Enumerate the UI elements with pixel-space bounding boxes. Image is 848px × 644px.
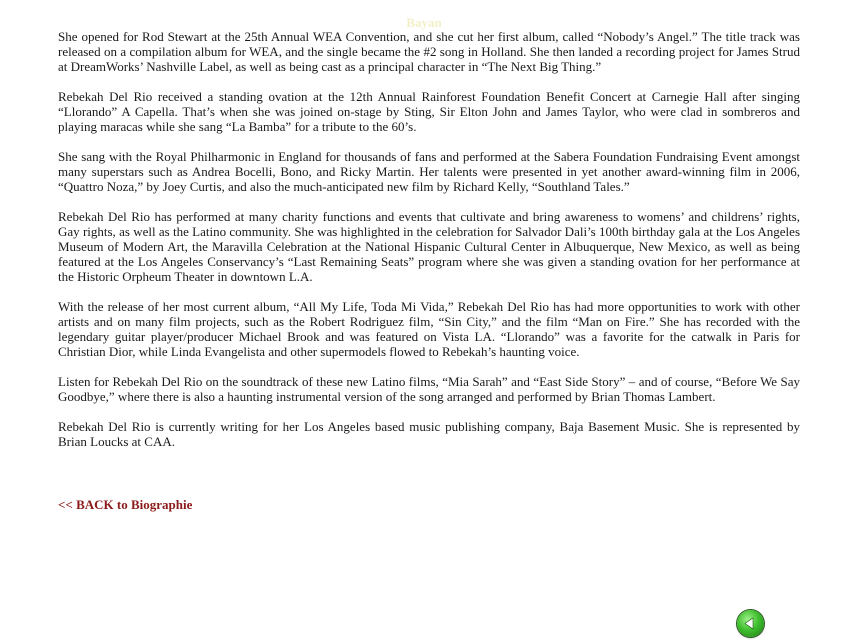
back-nav-button[interactable] — [737, 610, 764, 637]
paragraph-2: Rebekah Del Rio received a standing ovation at the 12th Annual Rainforest Foundation Benefit Concert at Carnegie Hall after singing “Llorando” A Capella. That’s when she was joined on-stage by Sting, Sir Elton John and James Taylor, who were clad in sombreros and playing maracas while she sang “La Bamba” for a tribute to the 60’s. — [58, 89, 800, 134]
paragraph-3: She sang with the Royal Philharmonic in England for thousands of fans and performed at the Sabera Foundation Fundraising Event amongst many superstars such as Andrea Bocelli, Bono, and Ricky Martin. Her talents were presented in yet another award-winning film in 2006, “Quattro Noza,” by Joey Curtis, and also the much-anticipated new film by Richard Kelly, “Southland Tales.” — [58, 149, 800, 194]
paragraph-4: Rebekah Del Rio has performed at many charity functions and events that cultivate and bring awareness to womens’ and childrens’ rights, Gay rights, as well as the Latino community. She was highlighted in the celebration for Salvador Dali’s 100th birthday gala at the Los Angeles Museum of Modern Art, the Maravilla Celebration at the National Hispanic Cultural Center in Albuquerque, New Mexico, as well as being featured at the Los Angeles Conservancy’s “Last Remaining Seats” program where she was given a standing ovation for her performance at the Historic Orpheum Theater in downtown L.A. — [58, 209, 800, 284]
back-to-biography-link[interactable]: << BACK to Biographie — [58, 497, 193, 512]
page-title: Bayan — [406, 15, 442, 30]
paragraph-5: With the release of her most current album, “All My Life, Toda Mi Vida,” Rebekah Del Rio has had more opportunities to work with other artists and on many film projects, such as the Robert Rodriguez film, “Sin City,” and the film “Man on Fire.” She has recorded with the legendary guitar player/producer Michael Brook and was featured on Vista LA. “Llorando” was a favorite for the catwalk in Paris for Christian Dior, while Linda Evangelista and other supermodels flowed to Rebekah’s haunting voice. — [58, 299, 800, 359]
paragraph-1: She opened for Rod Stewart at the 25th Annual WEA Convention, and she cut her first album, called “Nobody’s Angel.” The title track was released on a compilation album for WEA, and the single became the #2 song in Holland. She then landed a recording project for James Strud at DreamWorks’ Nashville Label, as well as being cast as a principal character in “The Next Big Thing.” — [58, 29, 800, 74]
arrow-left-icon — [737, 610, 764, 637]
biography-text — [58, 29, 800, 464]
paragraph-6: Listen for Rebekah Del Rio on the soundtrack of these new Latino films, “Mia Sarah” and “East Side Story” – and of course, “Before We Say Goodbye,” where there is also a haunting instrumental version of the song arranged and performed by Brian Thomas Lambert. — [58, 374, 800, 404]
paragraph-7: Rebekah Del Rio is currently writing for her Los Angeles based music publishing company, Baja Basement Music. She is represented by Brian Loucks at CAA. — [58, 419, 800, 449]
